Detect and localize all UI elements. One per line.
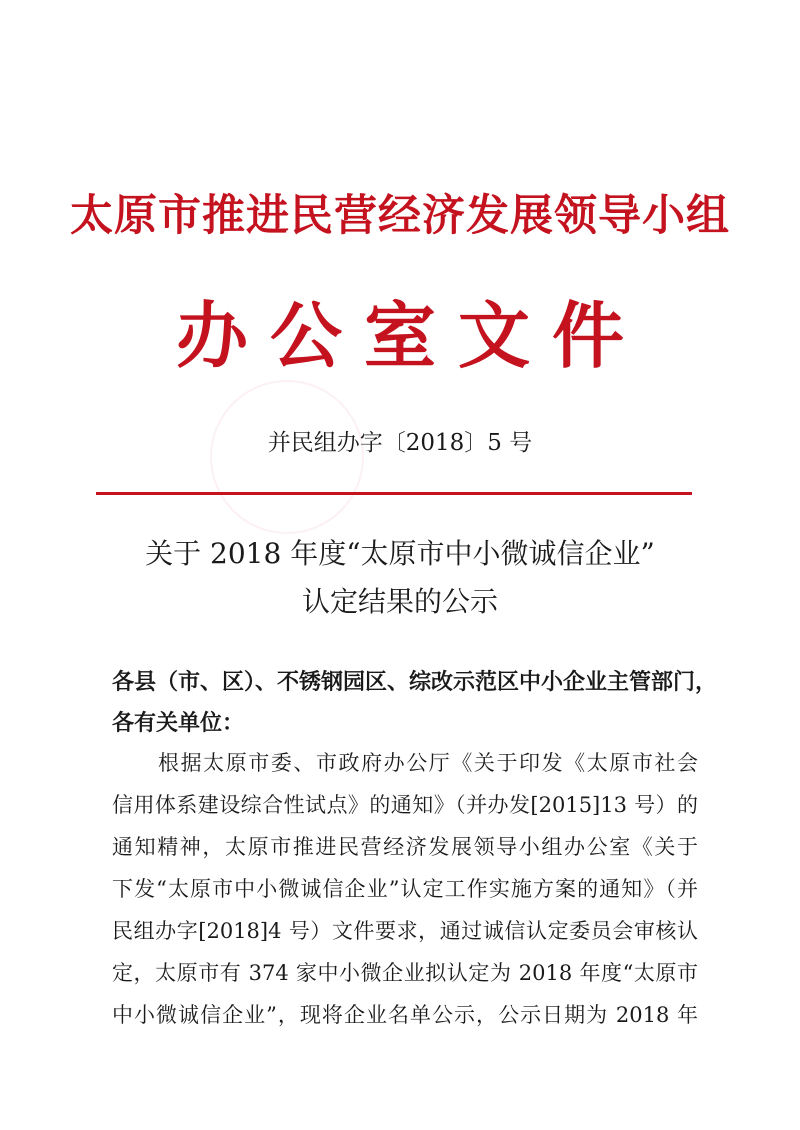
addressee-line-1: 各县（市、区）、不锈钢园区、综改示范区中小企业主管部门， xyxy=(112,669,718,695)
addressee-line-2: 各有关单位： xyxy=(112,710,245,736)
body-line: 信用体系建设综合性试点》的通知》（并办发[2015]13 号）的 xyxy=(112,793,698,817)
body-line: 根据太原市委、市政府办公厅《关于印发《太原市社会 xyxy=(158,751,698,775)
body-line: 中小微诚信企业”，现将企业名单公示，公示日期为 2018 年 xyxy=(112,1003,698,1027)
faint-stamp-mark xyxy=(210,380,364,534)
red-separator-line xyxy=(96,492,692,495)
body-line: 定，太原市有 374 家中小微企业拟认定为 2018 年度“太原市 xyxy=(112,961,698,985)
title-line-1: 关于 2018 年度“太原市中小微诚信企业” xyxy=(145,537,655,570)
body-line: 民组办字[2018]4 号）文件要求，通过诚信认定委员会审核认 xyxy=(112,919,698,943)
document-title xyxy=(0,530,800,626)
document-number: 并民组办字〔2018〕5 号 xyxy=(267,430,533,456)
body-line: 通知精神，太原市推进民营经济发展领导小组办公室《关于 xyxy=(112,835,698,859)
issuing-organization: 太原市推进民营经济发展领导小组 xyxy=(70,191,730,241)
document-type-heading: 办公室文件 xyxy=(175,293,646,378)
body-paragraph xyxy=(112,742,698,1036)
body-line: 下发“太原市中小微诚信企业”认定工作实施方案的通知》（并 xyxy=(112,877,698,901)
addressee xyxy=(112,662,718,744)
title-line-2: 认定结果的公示 xyxy=(301,585,498,618)
